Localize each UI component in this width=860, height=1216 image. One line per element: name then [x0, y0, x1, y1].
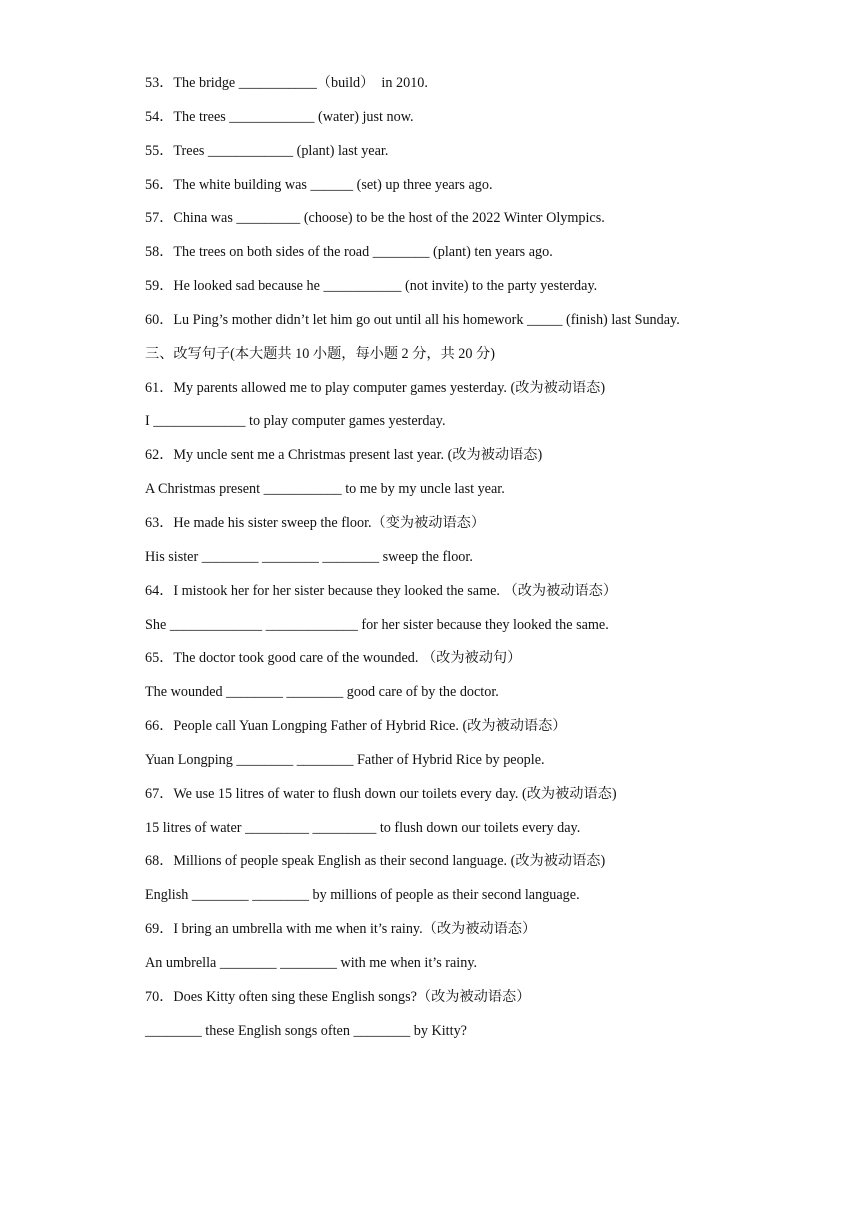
question-64: 64．I mistook her for her sister because they looked the same. （改为被动语态）: [145, 582, 618, 599]
question-54: 54．The trees ____________ (water) just now.: [145, 108, 414, 125]
answer-64: She _____________ _____________ for her sister because they looked the same.: [145, 616, 609, 633]
question-63: 63．He made his sister sweep the floor.（变为被动语态）: [145, 514, 486, 531]
question-61: 61．My parents allowed me to play computer games yesterday. (改为被动语态): [145, 379, 606, 396]
question-70: 70．Does Kitty often sing these English songs?（改为被动语态）: [145, 988, 531, 1005]
answer-61: I _____________ to play computer games yesterday.: [145, 413, 446, 430]
section-heading: 三、改写句子(本大题共 10 小题，每小题 2 分，共 20 分): [145, 345, 495, 362]
question-67: 67．We use 15 litres of water to flush down our toilets every day. (改为被动语态): [145, 785, 617, 802]
question-65: 65．The doctor took good care of the wounded. （改为被动句）: [145, 650, 522, 667]
answer-63: His sister ________ ________ ________ sweep the floor.: [145, 548, 473, 565]
question-53: 53．The bridge ___________（build） in 2010.: [145, 75, 428, 91]
answer-68: English ________ ________ by millions of people as their second language.: [145, 887, 580, 904]
question-55: 55．Trees ____________ (plant) last year.: [145, 142, 389, 159]
question-62: 62．My uncle sent me a Christmas present last year. (改为被动语态): [145, 447, 543, 464]
question-60: 60．Lu Ping’s mother didn’t let him go out until all his homework _____ (finish) last Sunday.: [145, 311, 680, 328]
question-66: 66．People call Yuan Longping Father of Hybrid Rice. (改为被动语态）: [145, 718, 567, 735]
question-69: 69．I bring an umbrella with me when it’s rainy.（改为被动语态）: [145, 921, 537, 938]
answer-69: An umbrella ________ ________ with me when it’s rainy.: [145, 954, 478, 971]
answer-67: 15 litres of water _________ _________ to flush down our toilets every day.: [145, 819, 581, 836]
answer-70: ________ these English songs often ________ by Kitty?: [145, 1022, 467, 1039]
question-57: 57．China was _________ (choose) to be the host of the 2022 Winter Olympics.: [145, 210, 605, 227]
answer-62: A Christmas present ___________ to me by my uncle last year.: [145, 481, 505, 498]
question-68: 68．Millions of people speak English as their second language. (改为被动语态): [145, 853, 606, 870]
question-59: 59．He looked sad because he ___________ (not invite) to the party yesterday.: [145, 278, 598, 295]
question-58: 58．The trees on both sides of the road ________ (plant) ten years ago.: [145, 244, 553, 261]
answer-65: The wounded ________ ________ good care of by the doctor.: [145, 684, 499, 701]
exercise-text: [145, 72, 835, 1053]
answer-66: Yuan Longping ________ ________ Father of Hybrid Rice by people.: [145, 751, 545, 768]
question-56: 56．The white building was ______ (set) up three years ago.: [145, 176, 493, 193]
